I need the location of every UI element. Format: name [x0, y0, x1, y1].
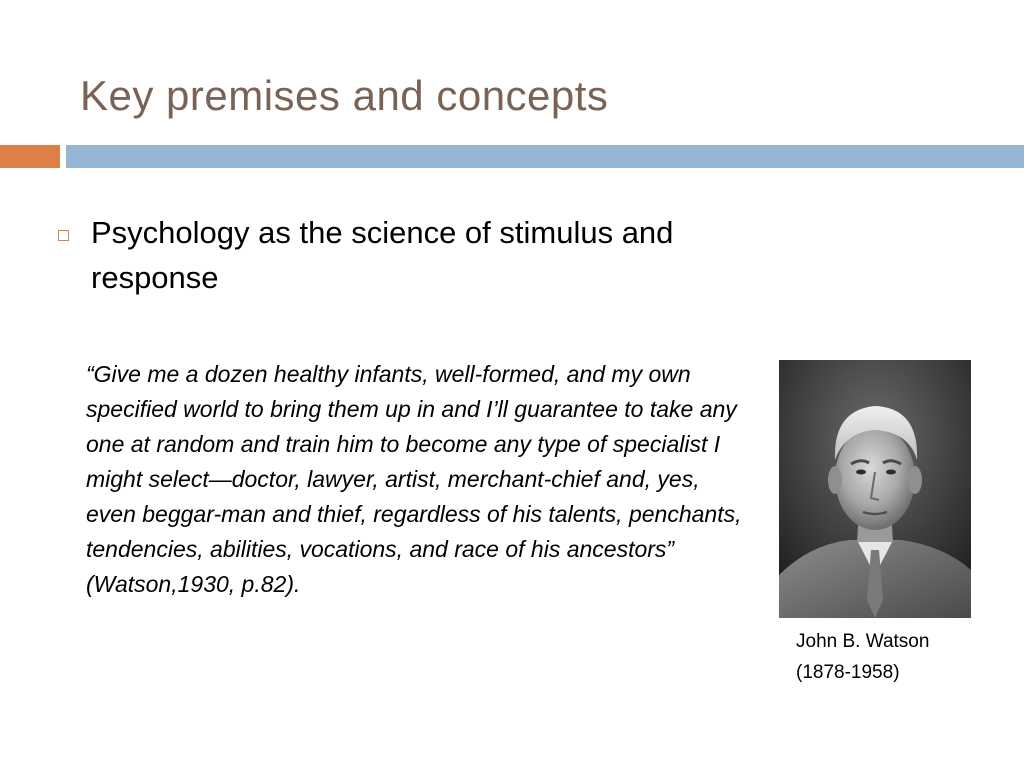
bullet-point: Psychology as the science of stimulus and response — [91, 215, 674, 295]
caption-years: (1878-1958) — [796, 662, 900, 683]
portrait-caption — [796, 626, 929, 688]
square-bullet-icon — [58, 230, 69, 241]
caption-name: John B. Watson — [796, 631, 930, 652]
portrait-illustration — [779, 360, 971, 618]
portrait-photo — [779, 360, 971, 618]
slide-title: Key premises and concepts — [80, 72, 609, 119]
accent-bar-blue — [66, 145, 1024, 168]
watson-quote: “Give me a dozen healthy infants, well-formed, and my own specified world to bring them up in and I’ll guarantee to take any one at random and train him to become any type of specialist I might select—doctor, lawyer, artist, merchant-chief and, yes, even beggar-man and thief, regardless of his talents, penchants, tendencies, abilities, vocations, and race of his ancestors” (Watson,1930, p.82). — [86, 361, 742, 597]
accent-bar-orange — [0, 145, 60, 168]
